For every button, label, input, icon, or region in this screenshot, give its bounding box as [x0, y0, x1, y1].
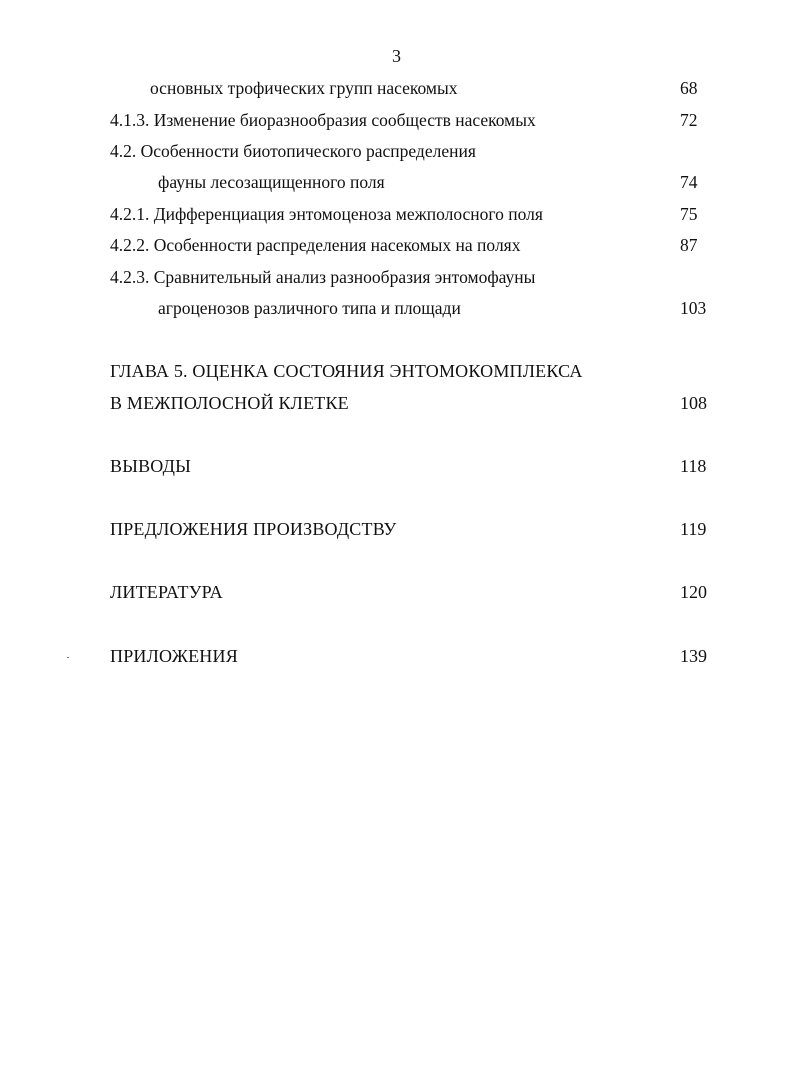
toc-entry: [0, 263, 793, 291]
toc-entry: [0, 106, 793, 134]
toc-entry-title: 4.2.1. Дифференциация энтомоценоза межполосного поля: [110, 204, 543, 224]
toc-entry-title: ВЫВОДЫ: [110, 456, 191, 476]
toc-entry: [0, 231, 793, 259]
toc-entry-title: 4.2. Особенности биотопического распределения: [110, 141, 476, 161]
page-number: 3: [392, 46, 401, 66]
toc-entry-title: фауны лесозащищенного поля: [158, 172, 385, 192]
toc-entry-page: 103: [680, 298, 707, 318]
toc-chapter-entry: [0, 357, 793, 385]
toc-chapter-entry: [0, 578, 793, 606]
toc-entry-title: ЛИТЕРАТУРА: [110, 582, 223, 602]
toc-entry: [0, 294, 793, 322]
toc-entry-page: 119: [680, 519, 707, 539]
toc-entry-title: ПРИЛОЖЕНИЯ: [110, 646, 238, 666]
toc-entry-page: 74: [680, 172, 698, 192]
toc-entry-page: 68: [680, 78, 698, 98]
toc-chapter-entry: [0, 515, 793, 543]
toc-entry: [0, 74, 793, 102]
toc-chapter-entry: [0, 642, 793, 670]
toc-entry-title: В МЕЖПОЛОСНОЙ КЛЕТКЕ: [110, 393, 349, 413]
toc-entry-title: 4.2.3. Сравнительный анализ разнообразия энтомофауны: [110, 267, 536, 287]
toc-entry-page: 75: [680, 204, 698, 224]
toc-chapter-entry: [0, 452, 793, 480]
table-of-contents: [0, 74, 793, 694]
toc-entry-page: 139: [680, 646, 707, 666]
toc-entry-title: агроценозов различного типа и площади: [158, 298, 461, 318]
toc-entry: [0, 200, 793, 228]
toc-entry-title: ПРЕДЛОЖЕНИЯ ПРОИЗВОДСТВУ: [110, 519, 397, 539]
toc-entry: [0, 168, 793, 196]
toc-entry-page: 87: [680, 235, 698, 255]
toc-entry-page: 120: [680, 582, 707, 602]
toc-entry-title: основных трофических групп насекомых: [150, 78, 458, 98]
toc-entry-page: 108: [680, 393, 707, 413]
toc-chapter-entry: [0, 389, 793, 417]
toc-entry-title: 4.2.2. Особенности распределения насекомых на полях: [110, 235, 521, 255]
toc-entry-title: ГЛАВА 5. ОЦЕНКА СОСТОЯНИЯ ЭНТОМОКОМПЛЕКСА: [110, 361, 583, 381]
toc-entry-page: 118: [680, 456, 707, 476]
scan-speck: [67, 657, 69, 658]
toc-entry-page: 72: [680, 110, 698, 130]
toc-entry-title: 4.1.3. Изменение биоразнообразия сообществ насекомых: [110, 110, 536, 130]
toc-entry: [0, 137, 793, 165]
